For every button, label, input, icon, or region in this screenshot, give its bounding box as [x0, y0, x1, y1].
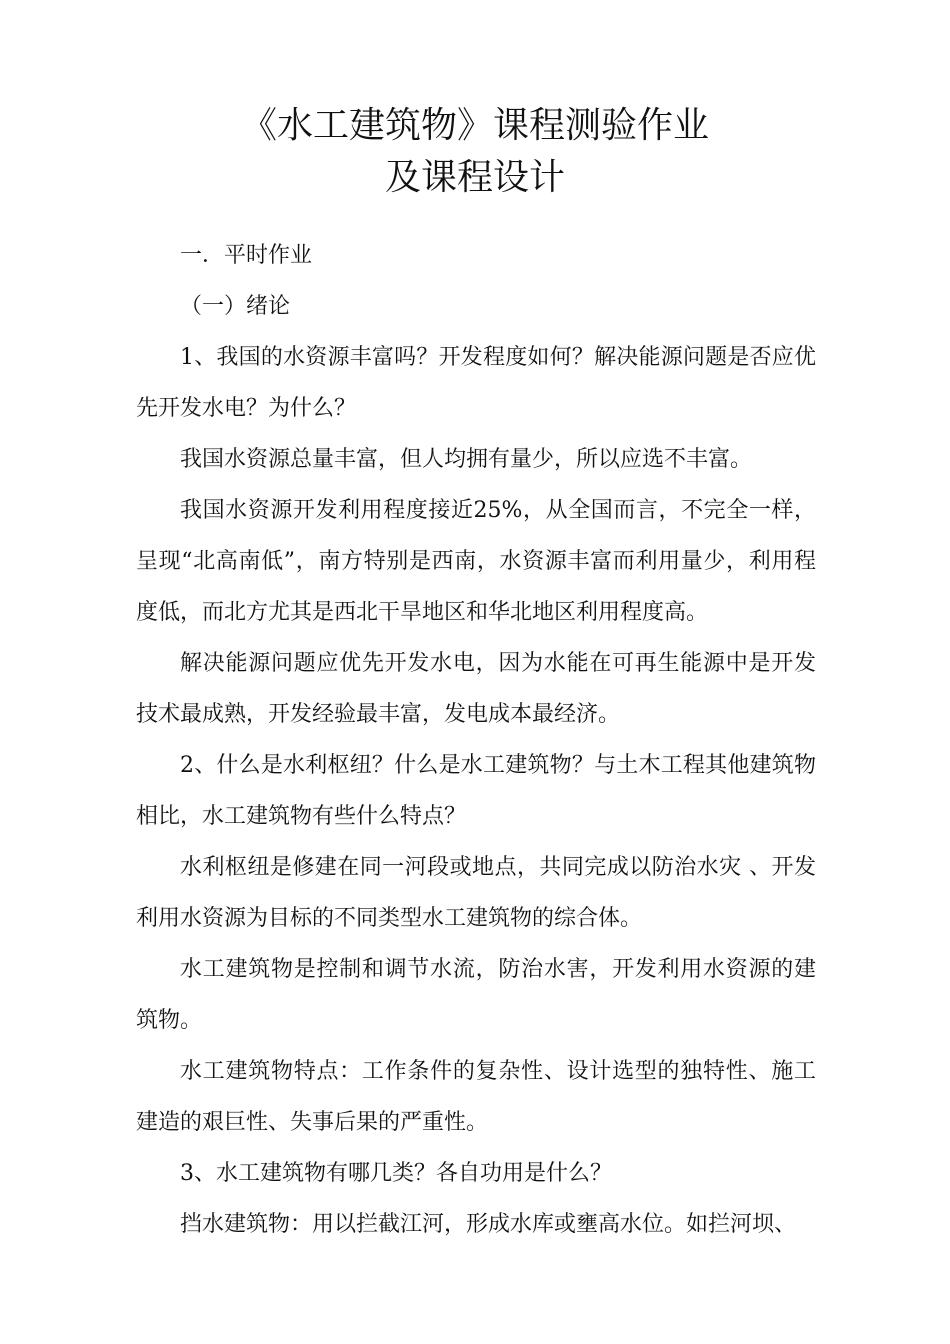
answer-paragraph: 我国水资源开发利用程度接近25%，从全国而言，不完全一样，呈现“北高南低”，南方特别是西南，水资源丰富而利用量少，利用程度低，而北方尤其是西北干旱地区和华北地区利用程度高。	[136, 498, 816, 625]
section-heading: 一．平时作业	[180, 243, 313, 268]
question-2: 2、什么是水利枢纽？什么是水工建筑物？与土木工程其他建筑物相比，水工建筑物有些什么特点？	[136, 753, 816, 829]
answer-paragraph: 水工建筑物是控制和调节水流，防治水害，开发利用水资源的建筑物。	[136, 957, 816, 1033]
subsection-heading: （一）绪论	[180, 294, 291, 319]
document-body	[136, 230, 816, 1250]
answer-paragraph: 水工建筑物特点：工作条件的复杂性、设计选型的独特性、施工建造的艰巨性、失事后果的严重性。	[136, 1059, 816, 1135]
document-title-line-1: 《水工建筑物》课程测验作业	[240, 105, 709, 146]
answer-paragraph: 挡水建筑物：用以拦截江河，形成水库或壅高水位。如拦河坝、	[180, 1212, 797, 1237]
document-title-line-2: 及课程设计	[384, 157, 565, 198]
answer-paragraph: 水利枢纽是修建在同一河段或地点，共同完成以防治水灾 、开发利用水资源为目标的不同类型水工建筑物的综合体。	[136, 855, 816, 931]
question-1: 1、我国的水资源丰富吗？开发程度如何？解决能源问题是否应优先开发水电？为什么？	[136, 345, 816, 421]
answer-paragraph: 解决能源问题应优先开发水电，因为水能在可再生能源中是开发技术最成熟，开发经验最丰富，发电成本最经济。	[136, 651, 816, 727]
answer-paragraph: 我国水资源总量丰富，但人均拥有量少，所以应选不丰富。	[180, 447, 753, 472]
question-3: 3、水工建筑物有哪几类？各自功用是什么？	[180, 1161, 612, 1186]
